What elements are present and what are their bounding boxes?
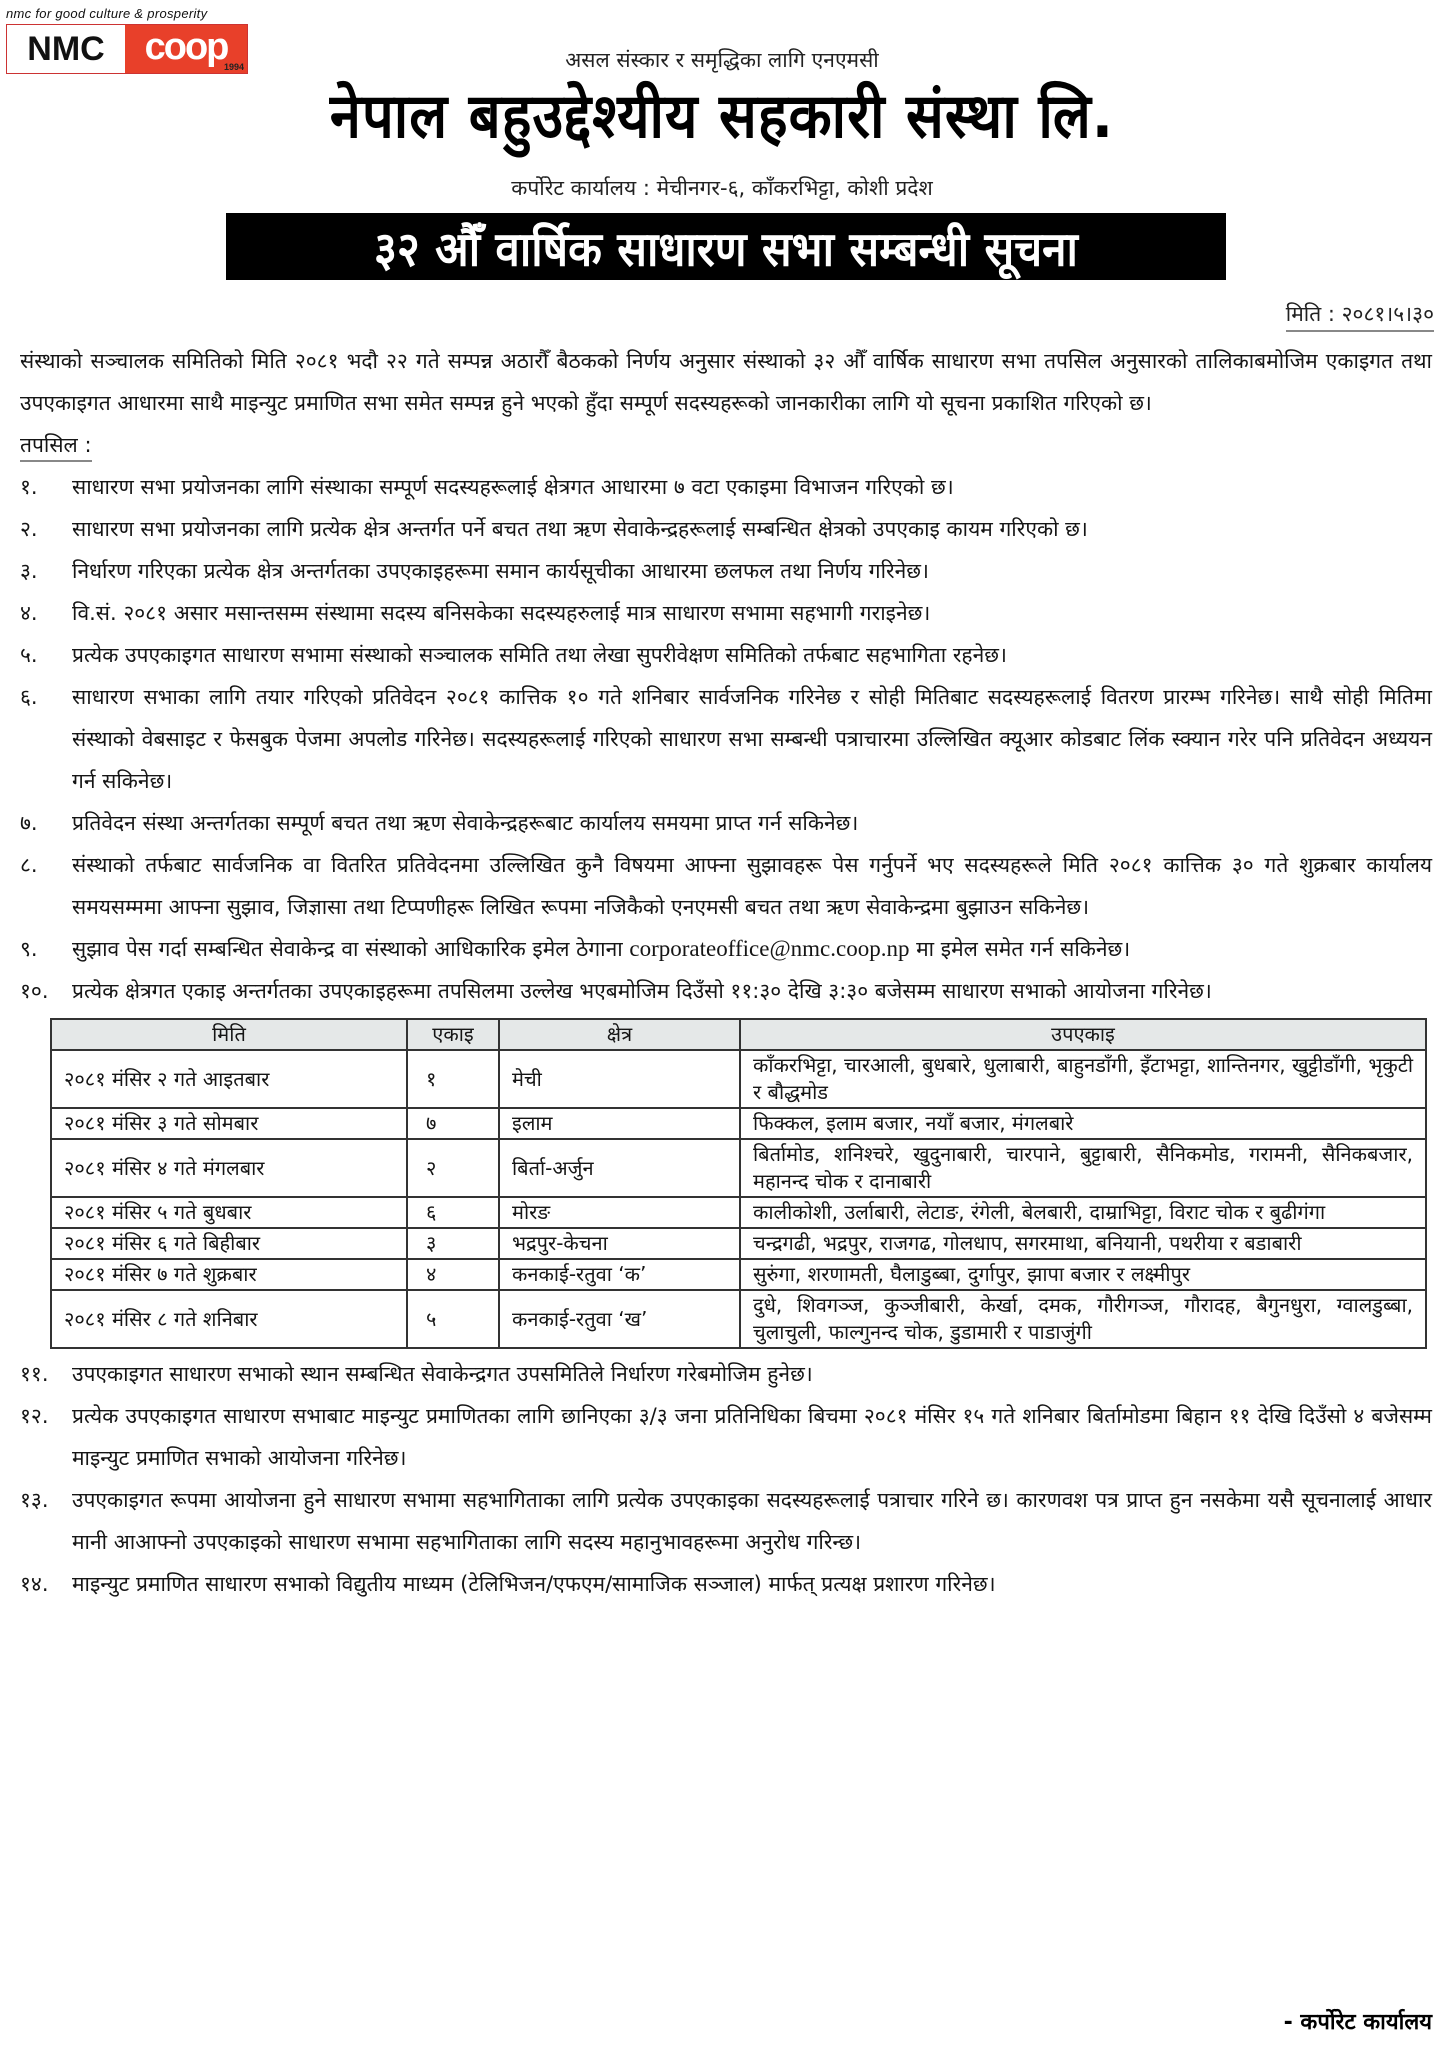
list-item (20, 970, 1432, 1012)
item-text: साधारण सभा प्रयोजनका लागि प्रत्येक क्षेत्र अन्तर्गत पर्ने बचत तथा ऋण सेवाकेन्द्रहरूलाई सम्बन्धित क्षेत्रको उपएकाइ कायम गरिएको छ। (72, 517, 1088, 541)
item-text: प्रत्येक उपएकाइगत साधारण सभामा संस्थाको सञ्चालक समिति तथा लेखा सुपरीवेक्षण समितिको तर्फबाट सहभागिता रहनेछ। (72, 643, 1007, 667)
item-text: प्रत्येक उपएकाइगत साधारण सभाबाट माइन्युट प्रमाणितका लागि छानिएका ३/३ जना प्रतिनिधिका बिचमा २०८१ मंसिर १५ गते शनिबार बिर्तामोडमा बिहान ११ देखि दिउँसो ४ बजेसम्म माइन्युट प्रमाणित सभाको आयोजना गरिनेछ। (72, 1404, 1432, 1470)
item-text: संस्थाको तर्फबाट सार्वजनिक वा वितरित प्रतिवेदनमा उल्लिखित कुनै विषयमा आफ्ना सुझावहरू पेस गर्नुपर्ने भए सदस्यहरूले मिति २०८१ कात्तिक ३० गते शुक्रबार कार्यालय समयसम्ममा आफ्ना सुझाव, जिज्ञासा तथा टिप्पणीहरू लिखित रूपमा नजिकैको एनएमसी बचत तथा ऋण सेवाकेन्द्रमा बुझाउन सकिनेछ। (72, 853, 1432, 919)
table-row (51, 1259, 1426, 1290)
list-item (20, 592, 1432, 634)
item-text: साधारण सभाका लागि तयार गरिएको प्रतिवेदन २०८१ कात्तिक १० गते शनिबार सार्वजनिक गरिनेछ र सोही मितिबाट सदस्यहरूलाई वितरण प्रारम्भ गरिनेछ। साथै सोही मितिमा संस्थाको वेबसाइट र फेसबुक पेजमा अपलोड गरिनेछ। सदस्यहरूलाई गरिएको साधारण सभा सम्बन्धी पत्राचारमा उल्लिखित क्यूआर कोडबाट लिंक स्क्यान गरेर पनि प्रतिवेदन अध्ययन गर्न सकिनेछ। (72, 685, 1432, 793)
item-number: ५. (20, 643, 38, 667)
header-tagline: असल संस्कार र समृद्धिका लागि एनएमसी (565, 48, 879, 72)
list-item (20, 1563, 1432, 1605)
cell-date: २०८१ मंसिर ७ गते शुक्रबार (51, 1259, 407, 1290)
cell-zone: मोरङ (499, 1197, 740, 1228)
organization-name: नेपाल बहुउद्देश्यीय सहकारी संस्था लि. (329, 81, 1115, 153)
email-link[interactable]: corporateoffice@nmc.coop.np (629, 936, 910, 961)
item-text (72, 928, 1432, 970)
cell-unit: ४ (407, 1259, 499, 1290)
item-text: उपएकाइगत साधारण सभाको स्थान सम्बन्धित सेवाकेन्द्रगत उपसमितिले निर्धारण गरेबमोजिम हुनेछ। (72, 1362, 813, 1386)
cell-date: २०८१ मंसिर २ गते आइतबार (51, 1050, 407, 1108)
table-row (51, 1197, 1426, 1228)
cell-subunits: सुरुंगा, शरणामती, घैलाडुब्बा, दुर्गापुर, झापा बजार र लक्ष्मीपुर (740, 1259, 1426, 1290)
logo-tagline: nmc for good culture & prosperity (6, 6, 208, 21)
schedule-table (50, 1018, 1427, 1349)
item-text-after-email: मा इमेल समेत गर्न सकिनेछ। (909, 937, 1131, 961)
cell-date: २०८१ मंसिर ६ गते बिहीबार (51, 1228, 407, 1259)
cell-date: २०८१ मंसिर ५ गते बुधबार (51, 1197, 407, 1228)
cell-unit: १ (407, 1050, 499, 1108)
table-row (51, 1139, 1426, 1197)
cell-subunits: दुधे, शिवगञ्ज, कुञ्जीबारी, केर्खा, दमक, गौरीगञ्ज, गौरादह, बैगुनधुरा, ग्वालडुब्बा, चुलाचुली, फाल्गुनन्द चोक, डुडामारी र पाडाजुंगी (740, 1290, 1426, 1348)
table-row (51, 1050, 1426, 1108)
cell-zone: भद्रपुर-केचना (499, 1228, 740, 1259)
item-number: १०. (20, 979, 49, 1003)
item-text: प्रतिवेदन संस्था अन्तर्गतका सम्पूर्ण बचत तथा ऋण सेवाकेन्द्रहरूबाट कार्यालय समयमा प्राप्त गर्न सकिनेछ। (72, 811, 859, 835)
item-number: ८. (20, 853, 38, 877)
cell-unit: ७ (407, 1108, 499, 1139)
list-item (20, 550, 1432, 592)
list-item (20, 508, 1432, 550)
table-row (51, 1108, 1426, 1139)
cell-zone: मेची (499, 1050, 740, 1108)
logo-coop-text: coop (144, 25, 228, 68)
cell-subunits: चन्द्रगढी, भद्रपुर, राजगढ, गोलधाप, सगरमाथा, बनियानी, पथरीया र बडाबारी (740, 1228, 1426, 1259)
item-number: १४. (20, 1572, 49, 1596)
cell-unit: ६ (407, 1197, 499, 1228)
notice-title: ३२ औँ वार्षिक साधारण सभा सम्बन्धी सूचना (374, 221, 1078, 277)
item-number: ९. (20, 937, 38, 961)
notice-date: मिति : २०८१।५।३० (1286, 300, 1434, 332)
cell-date: २०८१ मंसिर ३ गते सोमबार (51, 1108, 407, 1139)
item-number: ११. (20, 1362, 49, 1386)
column-header-zone: क्षेत्र (499, 1019, 740, 1050)
cell-unit: २ (407, 1139, 499, 1197)
item-number: १३. (20, 1488, 49, 1512)
column-header-unit: एकाइ (407, 1019, 499, 1050)
cell-zone: बिर्ता-अर्जुन (499, 1139, 740, 1197)
list-item (20, 634, 1432, 676)
item-text: साधारण सभा प्रयोजनका लागि संस्थाका सम्पूर्ण सदस्यहरूलाई क्षेत्रगत आधारमा ७ वटा एकाइमा विभाजन गरिएको छ। (72, 475, 954, 499)
cell-unit: ५ (407, 1290, 499, 1348)
cell-subunits: कालीकोशी, उर्लाबारी, लेटाङ, रंगेली, बेलबारी, दाम्राभिट्टा, विराट चोक र बुढीगंगा (740, 1197, 1426, 1228)
cell-subunits: काँकरभिट्टा, चारआली, बुधबारे, धुलाबारी, बाहुनडाँगी, इँटाभट्टा, शान्तिनगर, खुट्टीडाँगी, भृकुटी र बौद्धमोड (740, 1050, 1426, 1108)
cell-unit: ३ (407, 1228, 499, 1259)
item-number: १२. (20, 1404, 49, 1428)
details-heading: तपसिल : (20, 430, 92, 462)
item-text: प्रत्येक क्षेत्रगत एकाइ अन्तर्गतका उपएकाइहरूमा तपसिलमा उल्लेख भएबमोजिम दिउँसो ११:३० देखि ३:३० बजेसम्म साधारण सभाको आयोजना गरिनेछ। (72, 979, 1212, 1003)
list-item (20, 802, 1432, 844)
table-row (51, 1228, 1426, 1259)
item-number: ४. (20, 601, 38, 625)
logo-nmc-text: NMC (7, 25, 125, 73)
list-item (20, 676, 1432, 802)
cell-zone: इलाम (499, 1108, 740, 1139)
notice-items (20, 466, 1432, 1012)
item-text: निर्धारण गरिएका प्रत्येक क्षेत्र अन्तर्गतका उपएकाइहरूमा समान कार्यसूचीका आधारमा छलफल तथा निर्णय गरिनेछ। (72, 559, 929, 583)
item-text: वि.सं. २०८१ असार मसान्तसम्म संस्थामा सदस्य बनिसकेका सदस्यहरुलाई मात्र साधारण सभामा सहभागी गराइनेछ। (72, 601, 931, 625)
item-text-before-email: सुझाव पेस गर्दा सम्बन्धित सेवाकेन्द्र वा संस्थाको आधिकारिक इमेल ठेगाना (72, 937, 630, 961)
item-number: ३. (20, 559, 38, 583)
cell-date: २०८१ मंसिर ४ गते मंगलबार (51, 1139, 407, 1197)
cell-zone: कनकाई-रतुवा ‘ख’ (499, 1290, 740, 1348)
office-address: कर्पोरेट कार्यालय : मेचीनगर-६, काँकरभिट्टा, कोशी प्रदेश (511, 176, 933, 200)
item-number: १. (20, 475, 38, 499)
list-item (20, 1353, 1432, 1395)
cell-subunits: फिक्कल, इलाम बजार, नयाँ बजार, मंगलबारे (740, 1108, 1426, 1139)
logo-year: 1994 (223, 62, 244, 72)
notice-items-continued (20, 1353, 1432, 1605)
item-text: माइन्युट प्रमाणित साधारण सभाको विद्युतीय माध्यम (टेलिभिजन/एफएम/सामाजिक सञ्जाल) मार्फत् प्रत्यक्ष प्रशारण गरिनेछ। (72, 1572, 996, 1596)
list-item (20, 928, 1432, 970)
item-number: ७. (20, 811, 38, 835)
cell-subunits: बिर्तामोड, शनिश्चरे, खुदुनाबारी, चारपाने, बुट्टाबारी, सैनिकमोड, गरामनी, सैनिकबजार, महानन्द चोक र दानाबारी (740, 1139, 1426, 1197)
list-item (20, 1479, 1432, 1563)
item-number: २. (20, 517, 38, 541)
item-number: ६. (20, 685, 38, 709)
column-header-subunits: उपएकाइ (740, 1019, 1426, 1050)
list-item (20, 844, 1432, 928)
signature-corporate-office: - कर्पोरेट कार्यालय (1283, 2010, 1432, 2035)
cell-zone: कनकाई-रतुवा ‘क’ (499, 1259, 740, 1290)
column-header-date: मिति (51, 1019, 407, 1050)
table-header-row (51, 1019, 1426, 1050)
item-text: उपएकाइगत रूपमा आयोजना हुने साधारण सभामा सहभागिताका लागि प्रत्येक उपएकाइका सदस्यहरूलाई पत्राचार गरिने छ। कारणवश पत्र प्राप्त हुन नसकेमा यसै सूचनालाई आधार मानी आआफ्नो उपएकाइको साधारण सभामा सहभागिताका लागि सदस्य महानुभावहरूमा अनुरोध गरिन्छ। (72, 1488, 1432, 1554)
intro-paragraph: संस्थाको सञ्चालक समितिको मिति २०८१ भदौ २२ गते सम्पन्न अठारौँ बैठकको निर्णय अनुसार संस्थाको ३२ औँ वार्षिक साधारण सभा तपसिल अनुसारको तालिकाबमोजिम एकाइगत तथा उपएकाइगत आधारमा साथै माइन्युट प्रमाणित सभा समेत सम्पन्न हुने भएको हुँदा सम्पूर्ण सदस्यहरूको जानकारीका लागि यो सूचना प्रकाशित गरिएको छ। (20, 349, 1432, 415)
notice-title-banner (226, 213, 1226, 280)
cell-date: २०८१ मंसिर ८ गते शनिबार (51, 1290, 407, 1348)
list-item (20, 1395, 1432, 1479)
list-item (20, 466, 1432, 508)
table-row (51, 1290, 1426, 1348)
notice-body (20, 340, 1432, 1605)
